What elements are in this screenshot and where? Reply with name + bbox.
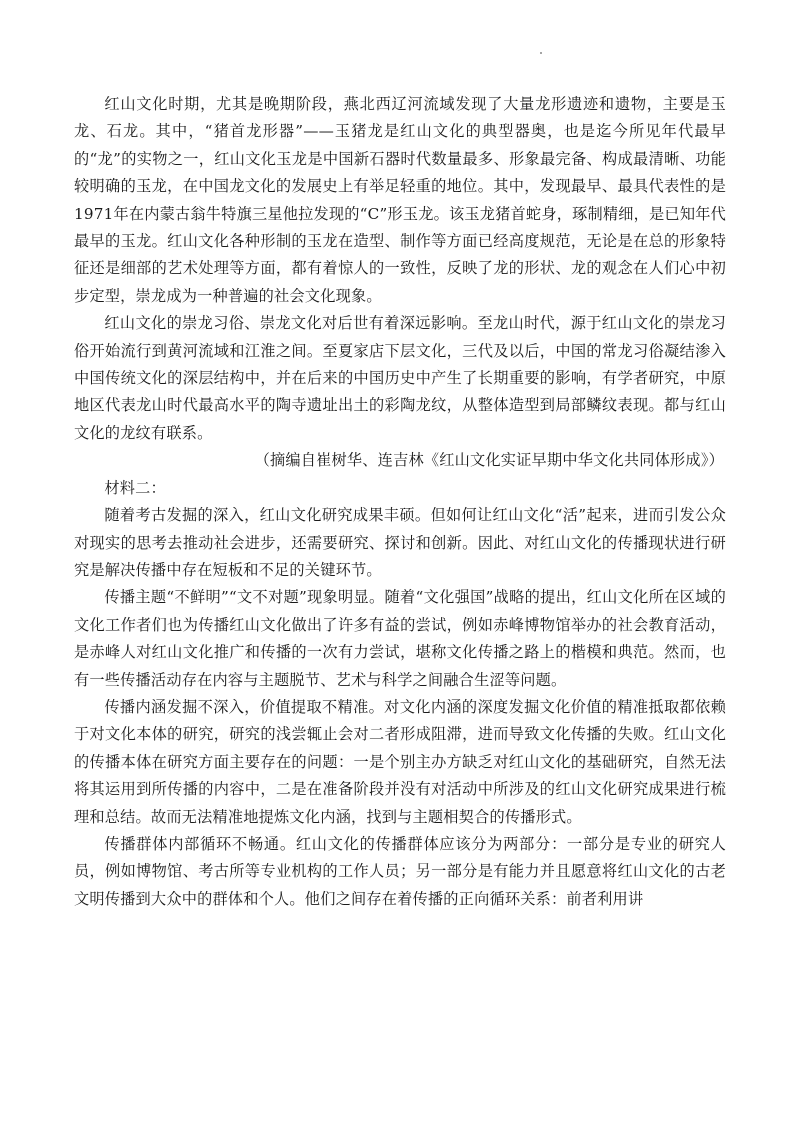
scan-speck [540, 52, 542, 54]
document-body [74, 91, 726, 913]
paragraph: 红山文化的崇龙习俗、崇龙文化对后世有着深远影响。至龙山时代，源于红山文化的崇龙习俗开始流行到黄河流域和江淮之间。至夏家店下层文化，三代及以后，中国的常龙习俗凝结渗入中国传统文化的深层结构中，并在后来的中国历史中产生了长期重要的影响，有学者研究，中原地区代表龙山时代最高水平的陶寺遗址出土的彩陶龙纹，从整体造型到局部鳞纹表现。都与红山文化的龙纹有联系。 [74, 314, 726, 442]
paragraph: 随着考古发掘的深入，红山文化研究成果丰硕。但如何让红山文化“活”起来，进而引发公众对现实的思考去推动社会进步，还需要研究、探讨和创新。因此、对红山文化的传播现状进行研究是解决传播中存在短板和不足的关键环节。 [74, 506, 726, 579]
source-citation: （摘编自崔树华、连吉林《红山文化实证早期中华文化共同体形成》） [254, 451, 724, 470]
paragraph: 红山文化时期，尤其是晚期阶段，燕北西辽河流域发现了大量龙形遗迹和遗物，主要是玉龙、石龙。其中，“猪首龙形器”——玉猪龙是红山文化的典型器奥，也是迄今所见年代最早的“龙”的实物之一，红山文化玉龙是中国新石器时代数量最多、形象最完备、构成最清晰、功能较明确的玉龙，在中国龙文化的发展史上有举足轻重的地位。其中，发现最早、最具代表性的是1971年在内蒙古翁牛特旗三星他拉发现的“C”形玉龙。该玉龙猪首蛇身，琢制精细，是已知年代最早的玉龙。红山文化各种形制的玉龙在造型、制作等方面已经高度规范，无论是在总的形象特征还是细部的艺术处理等方面，都有着惊人的一致性，反映了龙的形状、龙的观念在人们心中初步定型，崇龙成为一种普遍的社会文化现象。 [74, 95, 726, 305]
paragraph: 传播主题“不鲜明”“文不对题”现象明显。随着“文化强国”战略的提出，红山文化所在区域的文化工作者们也为传播红山文化做出了许多有益的尝试，例如赤峰博物馆举办的社会教育活动，是赤峰人对红山文化推广和传播的一次有力尝试，堪称文化传播之路上的楷模和典范。然而，也有一些传播活动存在内容与主题脱节、艺术与科学之间融合生涩等问题。 [74, 588, 726, 689]
paragraph: 传播群体内部循环不畅通。红山文化的传播群体应该分为两部分：一部分是专业的研究人员，例如博物馆、考古所等专业机构的工作人员；另一部分是有能力并且愿意将红山文化的古老文明传播到大众中的群体和个人。他们之间存在着传播的正向循环关系：前者利用讲 [74, 834, 726, 908]
paragraph: 传播内涵发掘不深入，价值提取不精准。对文化内涵的深度发掘文化价值的精准抵取都依赖于对文化本体的研究，研究的浅尝辄止会对二者形成阻滞，进而导致文化传播的失败。红山文化的传播本体在研究方面主要存在的问题：一是个别主办方缺乏对红山文化的基础研究，自然无法将其运用到所传播的内容中，二是在准备阶段并没有对活动中所涉及的红山文化研究成果进行梳理和总结。故而无法精准地提炼文化内涵，找到与主题相契合的传播形式。 [74, 697, 726, 826]
section-heading: 材料二： [104, 478, 166, 497]
